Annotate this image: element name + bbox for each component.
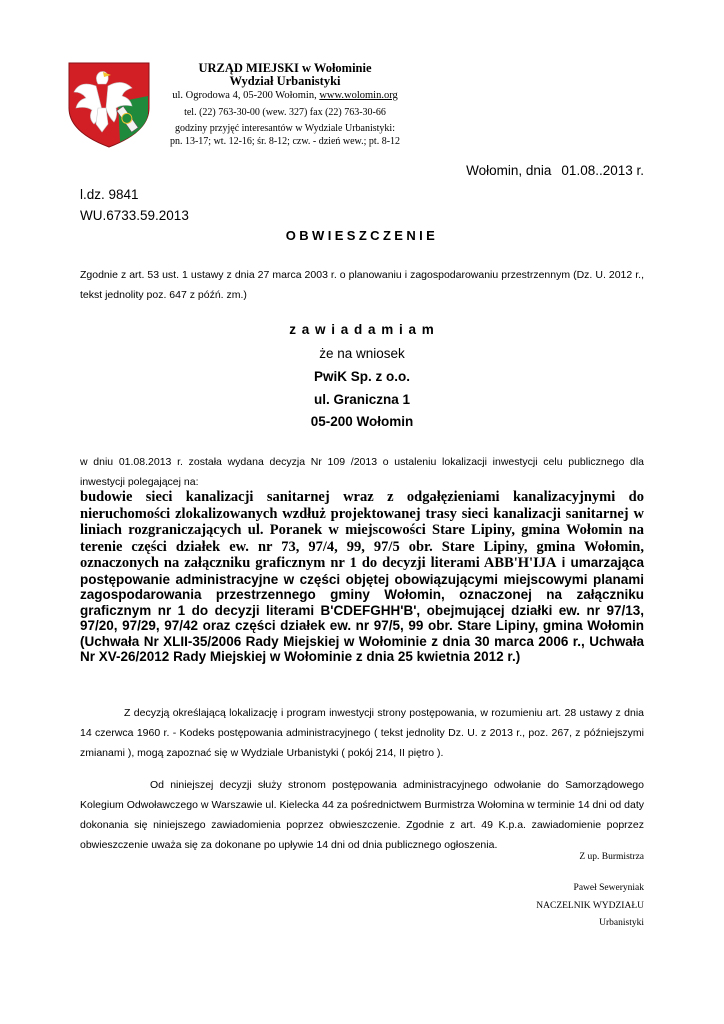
investment-part-2: i umarzająca postępowanie administracyjne w części objętej obowiązującymi miejscowymi planami zagospodarowania przestrzennego gminy Wołomin, oznaczonej na załączniku graficznym nr 1 do decyzji literami B'CDEFGHH'B', obejmującej działki ew. nr 97/13, 97/20, 97/29, 97/42 oraz części działek ew. nr 97/5, 99 obr. Stare Lipiny, gmina Wołomin (Uchwała Nr XLII-35/2006 Rady Miejskiej w Wołominie z dnia 30 marca 2006 r., Uchwała Nr XV-26/2012 Rady Miejskiej w Wołominie z dnia 25 kwietnia 2012 r.) <box>80 555 644 664</box>
applicant-name: PwiK Sp. z o.o. <box>313 369 410 384</box>
address-text: ul. Ogrodowa 4, 05-200 Wołomin, <box>172 90 320 101</box>
office-hours: pn. 13-17; wt. 12-16; śr. 8-12; czw. - dzień wew.; pt. 8-12 <box>169 136 401 147</box>
decision-intro: w dniu 01.08.2013 r. została wydana decyzja Nr 109 /2013 o ustaleniu lokalizacji inwestycji celu publicznego dla inwestycji polegającej na: <box>80 456 644 488</box>
website-link[interactable]: www.wolomin.org <box>319 90 398 101</box>
applicant-city: 05-200 Wołomin <box>310 414 414 429</box>
announcement-request: że na wniosek <box>319 346 405 361</box>
letterhead <box>152 62 418 148</box>
place-date <box>466 163 644 178</box>
investment-part-1: budowie sieci kanalizacji sanitarnej wraz z odgałęzieniami kanalizacyjnymi do nieruchomości zlokalizowanych wzdłuż projektowanej trasy sieci kanalizacji sanitarnej w liniach rozgraniczających ul. Poranek w miejscowości Stare Lipiny, gmina Wołomin na terenie części działek ew. nr 73, 97/4, 99, 97/5 obr. Stare Lipiny, gmina Wołomin, oznaczonych na załączniku graficznym nr 1 do decyzji literami ABB'H'IJA <box>80 489 644 571</box>
ldz-number: l.dz. 9841 <box>80 187 139 202</box>
appeal-paragraph-text: Od niniejszej decyzji służy stronom postępowania administracyjnego odwołanie do Samorządowego Kolegium Odwoławczego w Warszawie ul. Kielecka 44 za pośrednictwem Burmistrza Wołomina w terminie 14 dni od daty dokonania się niniejszego zawiadomienia poprzez obwieszczenie. Zgodnie z art. 49 K.p.a. zawiadomienie poprzez obwieszczenie uważa się za dokonane po upływie 14 dni od dnia publicznego ogłoszenia. <box>80 779 644 851</box>
applicant-street: ul. Graniczna 1 <box>313 392 411 407</box>
references <box>80 184 189 226</box>
info-paragraph-text: Z decyzją określającą lokalizację i program inwestycji strony postępowania, w rozumieniu art. 28 ustawy z dnia 14 czerwca 1960 r. - Kodeks postępowania administracyjnego ( tekst jednolity Dz. U. z 2013 r., poz. 267, z późniejszymi zmianami ), mogą zapoznać się w Wydziale Urbanistyki ( pokój 214, II piętro ). <box>80 707 644 759</box>
signature-position: NACZELNIK WYDZIAŁU <box>536 901 644 911</box>
place-date-value: 01.08..2013 r. <box>561 163 644 178</box>
place-date-prefix: Wołomin, dnia <box>466 163 552 178</box>
legal-basis: Zgodnie z art. 53 ust. 1 ustawy z dnia 27 marca 2003 r. o planowaniu i zagospodarowaniu przestrzennym (Dz. U. 2012 r., tekst jednolity poz. 647 z późń. zm.) <box>80 269 644 301</box>
info-paragraph <box>80 703 644 763</box>
coat-of-arms-logo <box>68 62 150 148</box>
signature-name: Paweł Seweryniak <box>573 883 644 893</box>
appeal-paragraph <box>80 775 644 855</box>
office-hours-intro: godziny przyjęć interesantów w Wydziale Urbanistyki: <box>175 123 395 134</box>
signature-unit: Urbanistyki <box>599 918 644 928</box>
signature-on-behalf: Z up. Burmistrza <box>579 852 644 862</box>
investment-description <box>80 489 644 665</box>
document-title: OBWIESZCZENIE <box>285 228 439 243</box>
department-name: Wydział Urbanistyki <box>229 74 341 88</box>
office-address <box>152 89 418 103</box>
announcement-verb: z a w i a d a m i a m <box>289 322 435 337</box>
phone-fax: tel. (22) 763-30-00 (wew. 327) fax (22) 763-30-66 <box>184 107 386 118</box>
case-number: WU.6733.59.2013 <box>80 208 189 223</box>
office-name: URZĄD MIEJSKI w Wołominie <box>198 61 372 75</box>
